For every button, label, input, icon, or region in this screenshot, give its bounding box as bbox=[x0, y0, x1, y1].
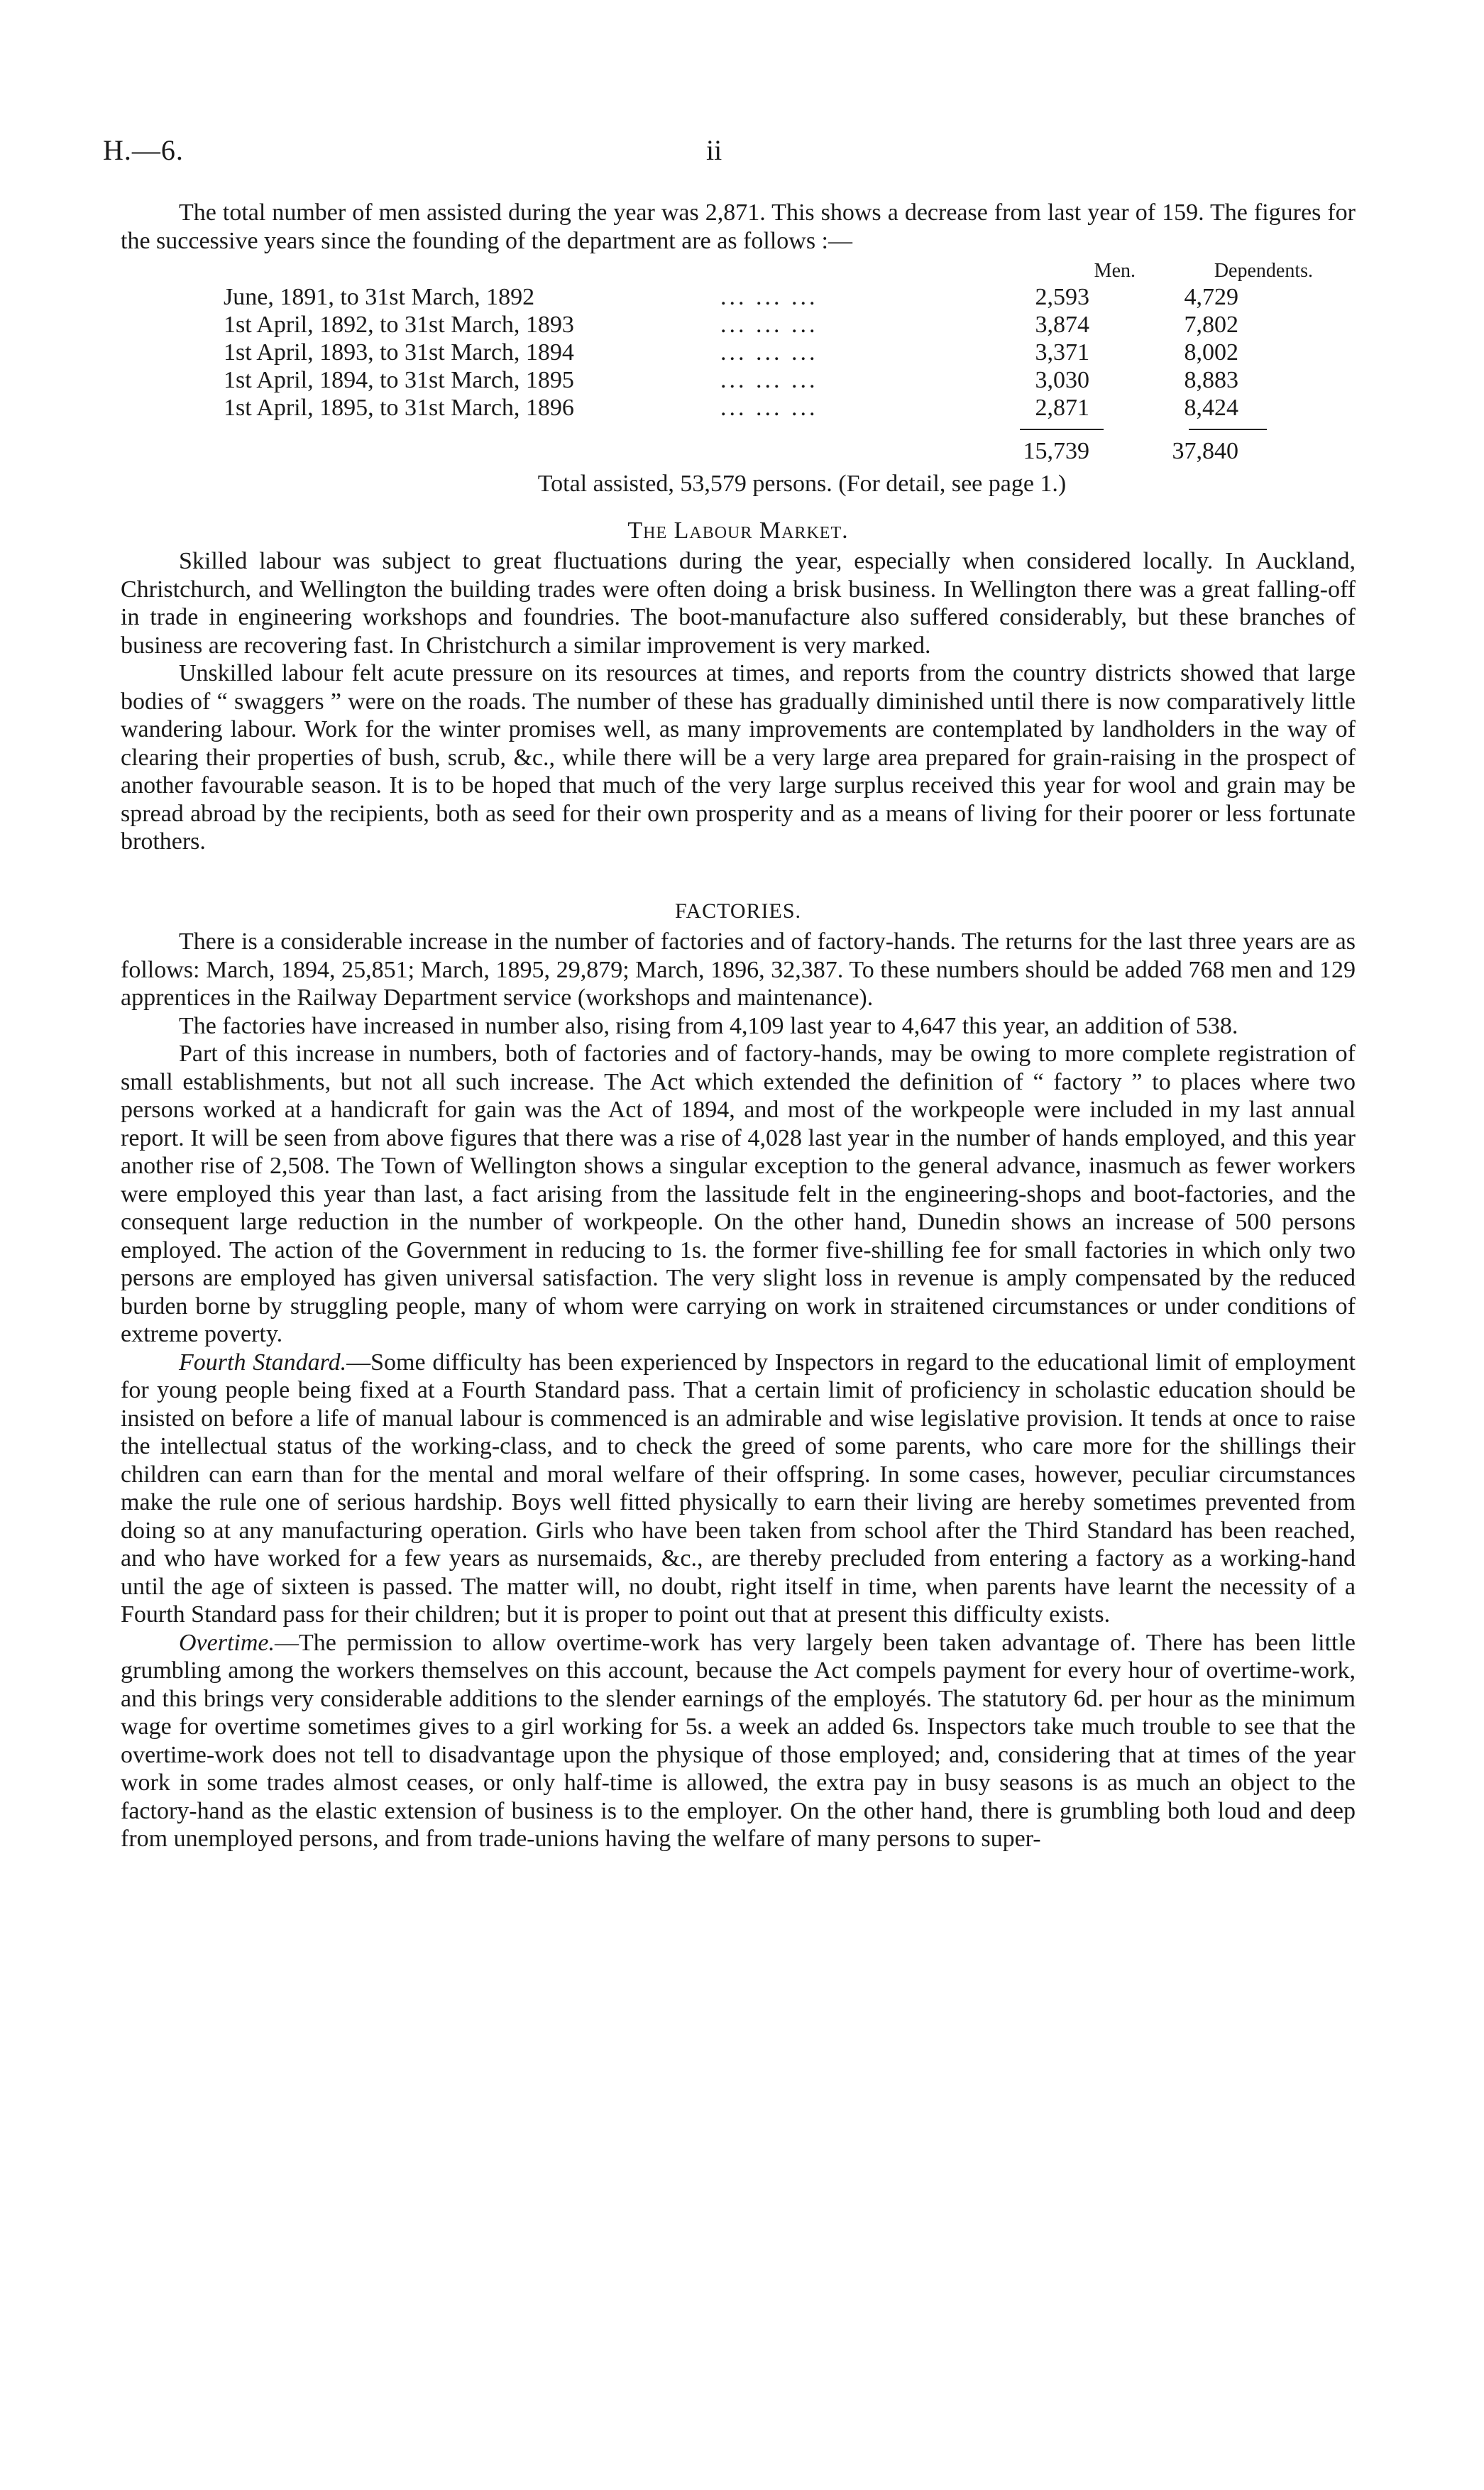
row-leader-dots: ... ... ... bbox=[720, 339, 818, 366]
row-period: 1st April, 1895, to 31st March, 1896 bbox=[224, 395, 574, 421]
row-men: 2,871 bbox=[1035, 395, 1089, 421]
table-header bbox=[121, 259, 1313, 283]
section-heading-factories: FACTORIES. bbox=[674, 899, 802, 923]
row-dependents: 8,883 bbox=[1184, 367, 1238, 393]
page-body bbox=[121, 199, 1356, 1853]
row-leader-dots: ... ... ... bbox=[720, 367, 818, 393]
fourth-standard-lead: Fourth Standard. bbox=[179, 1349, 347, 1376]
row-dependents: 4,729 bbox=[1184, 284, 1238, 310]
row-period: 1st April, 1894, to 31st March, 1895 bbox=[224, 367, 574, 393]
fourth-standard-paragraph bbox=[121, 1349, 1356, 1629]
table-row bbox=[224, 283, 1356, 311]
row-men: 3,371 bbox=[1035, 339, 1089, 366]
fourth-standard-text: —Some difficulty has been experienced by Inspectors in regard to the educational limit of employment for young people being fixed at a Fourth Standard pass. That a certain limit of proficiency in scholastic education should be insisted on before a life of manual labour is commenced is an admirable and wise legislative provision. It tends at once to raise the intellectual status of the working-class, and to check the greed of some parents, who care more for the shillings their children can earn than for the mental and moral welfare of their offspring. In some cases, however, peculiar circumstances make the rule one of serious hardship. Boys well fitted physically to earn their living are hereby sometimes prevented from doing so at any manufacturing operation. Girls who have been taken from school after the Third Standard has been reached, and who have worked for a few years as nursemaids, &c., are thereby precluded from entering a factory as a working-hand until the age of sixteen is passed. The matter will, no doubt, right itself in time, when parents have learnt the necessity of a Fourth Standard pass for their children; but it is proper to point out that at present this difficulty exists. bbox=[121, 1349, 1356, 1628]
section-heading-labour-market: The Labour Market. bbox=[627, 517, 849, 544]
row-leader-dots: ... ... ... bbox=[720, 395, 818, 421]
total-men: 15,739 bbox=[1023, 438, 1089, 464]
labour-market-paragraph: Skilled labour was subject to great fluctuations during the year, especially when considered locally. In Auckland, Christchurch, and Wellington the building trades were often doing a brisk business. In Wellington there was a great falling-off in trade in engineering workshops and foundries. The boot-manufacture also suffered considerably, but these branches of business are recovering fast. In Christchurch a similar improvement is very marked. bbox=[121, 548, 1356, 659]
factories-paragraph: Part of this increase in numbers, both of factories and of factory-hands, may be owing to more complete registration of small establishments, but not all such increase. The Act which extended the definition of “ factory ” to places where two persons worked at a handicraft for gain was the Act of 1894, and most of the workpeople were included in my last annual report. It will be seen from above figures that there was a rise of 4,028 last year in the number of hands employed, and this year another rise of 2,508. The Town of Wellington shows a singular exception to the general advance, inasmuch as fewer workers were employed this year than last, a fact arising from the lassitude felt in the engineering-shops and boot-factories, and the consequent large reduction in the number of workpeople. On the other hand, Dunedin shows an increase of 500 persons employed. The action of the Government in reducing to 1s. the former five-shilling fee for small factories in which only two persons are employed has given universal satisfaction. The very slight loss in revenue is amply compensated by the reduced burden borne by struggling people, many of whom were carrying on work in straitened circumstances or under conditions of extreme poverty. bbox=[121, 1041, 1356, 1347]
factories-paragraph: The factories have increased in number also, rising from 4,109 last year to 4,647 this year, an addition of 538. bbox=[179, 1012, 1238, 1039]
totals-row bbox=[990, 437, 1356, 470]
column-header-dependents: Dependents. bbox=[1214, 260, 1313, 282]
overtime-paragraph bbox=[121, 1629, 1356, 1853]
row-leader-dots: ... ... ... bbox=[720, 284, 818, 310]
page-number: ii bbox=[706, 134, 722, 166]
row-men: 3,874 bbox=[1035, 312, 1089, 338]
labour-market-paragraph: Unskilled labour felt acute pressure on its resources at times, and reports from the country districts showed that large bodies of “ swaggers ” were on the roads. The number of these has gradually diminished until there is now comparatively little wandering labour. Work for the winter promises well, as many improvements are contemplated by landholders in the way of clearing their properties of bush, scrub, &c., while there will be a very large area prepared for grain-raising in the prospect of another favourable season. It is to be hoped that much of the very large surplus received this year for wool and grain may be spread abroad by the recipients, both as seed for their own prosperity and as a means of living for their poorer or less fortunate brothers. bbox=[121, 660, 1356, 855]
table-row bbox=[224, 339, 1356, 366]
row-period: 1st April, 1892, to 31st March, 1893 bbox=[224, 312, 574, 338]
factories-paragraph: There is a considerable increase in the number of factories and of factory-hands. The returns for the last three years are as follows: March, 1894, 25,851; March, 1895, 29,879; March, 1896, 32,387. To these numbers should be added 768 men and 129 apprentices in the Railway Department service (workshops and maintenance). bbox=[121, 928, 1356, 1011]
row-period: June, 1891, to 31st March, 1892 bbox=[224, 284, 535, 310]
table-row bbox=[224, 311, 1356, 339]
total-dependents: 37,840 bbox=[1172, 438, 1238, 464]
table-row bbox=[224, 394, 1356, 422]
totals-rule bbox=[990, 422, 1356, 437]
row-leader-dots: ... ... ... bbox=[720, 312, 818, 338]
column-header-men: Men. bbox=[1094, 260, 1136, 282]
row-dependents: 7,802 bbox=[1184, 312, 1238, 338]
page-header bbox=[103, 133, 1378, 176]
overtime-text: —The permission to allow overtime-work has very largely been taken advantage of. There has been little grumbling among the workers themselves on this account, because the Act compels payment for every hour of overtime-work, and this brings very considerable additions to the slender earnings of the employés. The statutory 6d. per hour as the minimum wage for overtime sometimes gives to a girl working for 5s. a week an added 6s. Inspectors take much trouble to see that the overtime-work does not tell to disadvantage upon the physique of those employed; and, considering that at times of the year work in some trades almost ceases, or only half-time is allowed, the extra pay in busy seasons is as much an object to the factory-hand as the elastic extension of business is to the employer. On the other hand, there is grumbling both loud and deep from unemployed persons, and from trade-unions having the welfare of many persons to super- bbox=[121, 1629, 1356, 1852]
table-row bbox=[224, 366, 1356, 394]
row-men: 2,593 bbox=[1035, 284, 1089, 310]
row-period: 1st April, 1893, to 31st March, 1894 bbox=[224, 339, 574, 366]
document-reference: H.—6. bbox=[103, 134, 184, 166]
grand-total-line: Total assisted, 53,579 persons. (For detail, see page 1.) bbox=[537, 471, 1067, 497]
intro-paragraph: The total number of men assisted during the year was 2,871. This shows a decrease from last year of 159. The figures for the successive years since the founding of the department are as follows :— bbox=[121, 199, 1356, 254]
row-dependents: 8,424 bbox=[1184, 395, 1238, 421]
row-dependents: 8,002 bbox=[1184, 339, 1238, 366]
overtime-lead: Overtime. bbox=[179, 1629, 275, 1656]
row-men: 3,030 bbox=[1035, 367, 1089, 393]
totals-rule-dependents bbox=[1189, 429, 1267, 430]
assistance-table bbox=[121, 259, 1356, 470]
totals-rule-men bbox=[1020, 429, 1104, 430]
